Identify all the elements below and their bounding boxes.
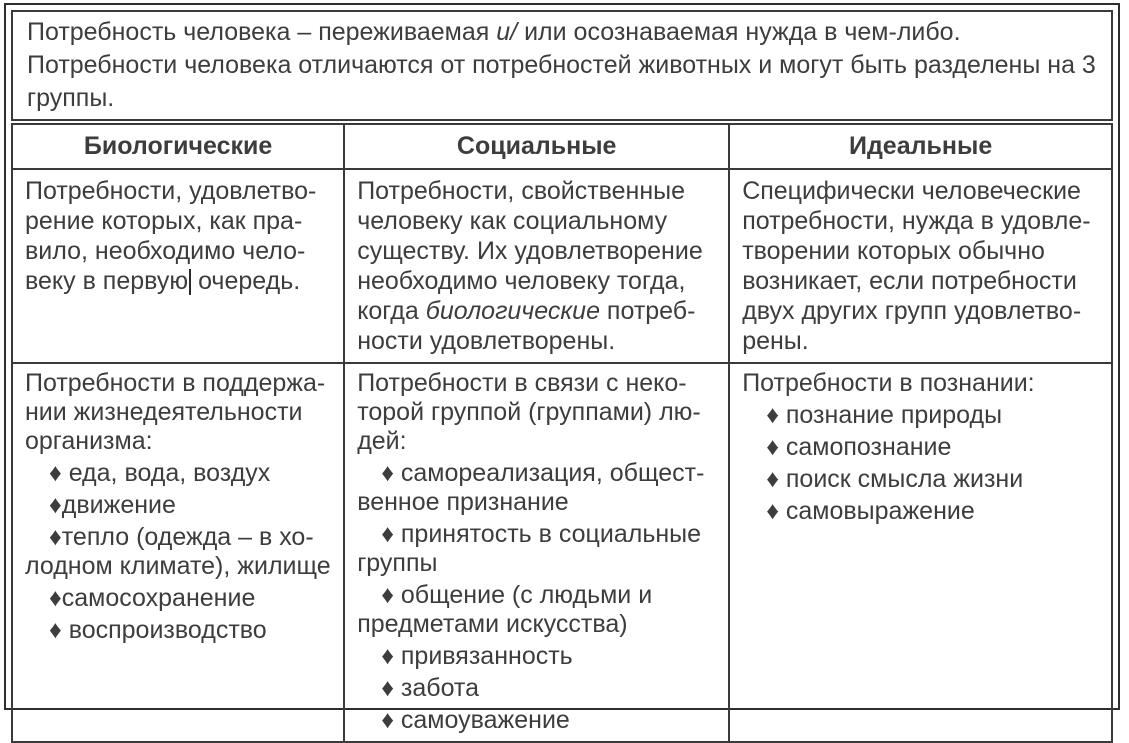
list-item: ♦ самореализация, общественное признание — [357, 459, 705, 516]
social-definition-italic: биологические — [425, 297, 600, 325]
list-item: ♦ самоуважение — [381, 706, 570, 734]
list-item: ♦тепло (одежда – в холодном климате), жилище — [25, 523, 331, 580]
list-item: ♦самосохранение — [49, 584, 256, 612]
column-header-ideal: Идеальные — [729, 124, 1112, 169]
list-item: ♦ еда, вода, воздух — [49, 459, 271, 487]
biological-definition-text — [25, 176, 331, 296]
definition-part1: Потребность человека – переживаемая — [27, 18, 497, 46]
social-definition-part1: Потребности, свойственные человеку как социальному существу. Их удовлетворение необходимо человеку тогда, когда — [357, 177, 703, 325]
definition-part2: или осознаваемая нужда в чем-либо. Потребности человека отличаются от потребностей животных и могут быть разделены на 3 группы. — [27, 18, 1096, 112]
list-item: ♦ поиск смысла жизни — [766, 465, 1024, 493]
column-header-biological: Биологические — [12, 124, 344, 169]
social-definition-part2: потребности удовлетворены. — [357, 297, 696, 355]
examples-row — [12, 363, 1112, 742]
column-header-social: Социальные — [344, 124, 729, 169]
definition-italic: и/ — [496, 18, 518, 46]
ideal-definition-cell — [729, 169, 1112, 363]
list-item: ♦ воспроизводство — [49, 616, 267, 644]
biological-definition-part1: Потребности, удовлетворение которых, как правило, необходимо человеку в первую — [25, 177, 317, 295]
biological-definition-cell — [12, 169, 344, 363]
social-definition-text — [357, 176, 716, 356]
ideal-list-intro: Потребности в познании: — [742, 369, 1035, 397]
ideal-examples-cell — [729, 363, 1112, 742]
table-header-row — [12, 124, 1112, 169]
definition-box — [11, 10, 1113, 121]
social-examples-cell — [344, 363, 729, 742]
needs-table — [11, 123, 1113, 743]
biological-list-intro: Потребности в поддержании жизнедеятельности организма: — [25, 369, 326, 455]
list-item: ♦ самовыражение — [766, 497, 975, 525]
social-list-intro: Потребности в связи с некоторой группой (группами) людей: — [357, 369, 701, 455]
list-item: ♦ принятость в социальные группы — [357, 520, 702, 577]
definition-row — [12, 169, 1112, 363]
list-item: ♦ познание природы — [766, 401, 1003, 429]
list-item: ♦движение — [49, 491, 176, 519]
list-item: ♦ забота — [381, 674, 480, 702]
ideal-definition-text: Специфически человеческие потребности, нужда в удовлетворении которых обычно возникает, если потребности двух других групп удовлетворены. — [742, 177, 1091, 355]
list-item: ♦ привязанность — [381, 642, 573, 670]
list-item: ♦ самопознание — [766, 433, 952, 461]
biological-examples-cell — [12, 363, 344, 742]
outer-frame — [4, 3, 1120, 734]
list-item: ♦ общение (с людьми и предметами искусства) — [357, 581, 653, 638]
definition-text — [27, 16, 1097, 115]
biological-definition-part2: очередь. — [191, 267, 301, 295]
social-definition-cell — [344, 169, 729, 363]
